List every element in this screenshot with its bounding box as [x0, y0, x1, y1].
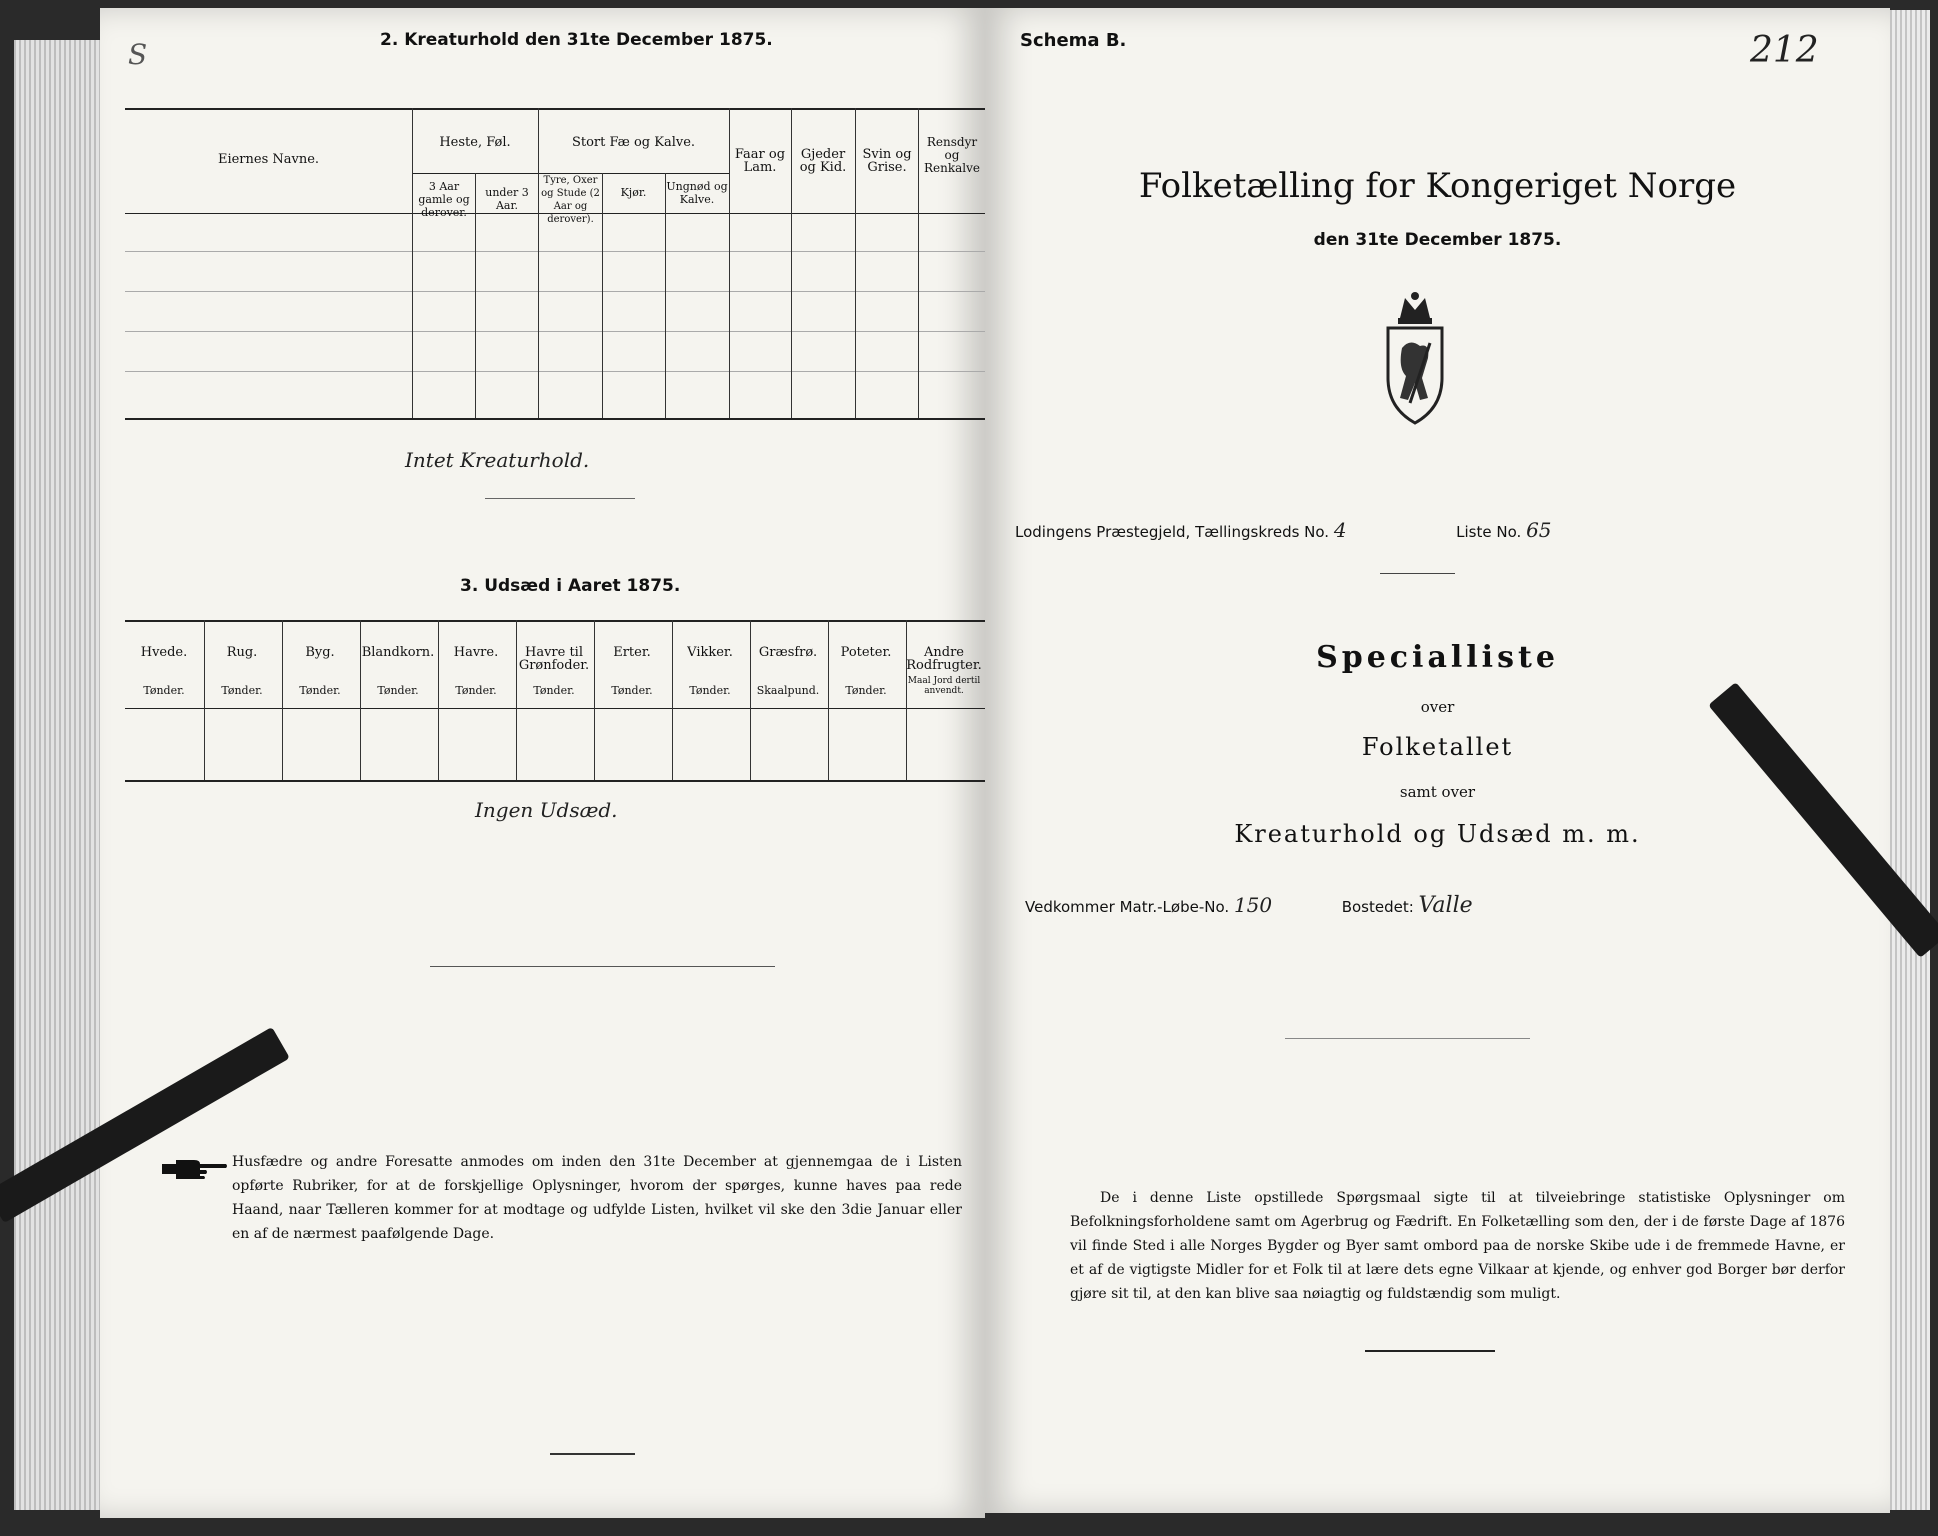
sowing-col-name: Havre til Grønfoder. [518, 645, 590, 673]
cattle-header: Stort Fæ og Kalve. [571, 135, 696, 150]
district-line [1015, 518, 1552, 542]
sowing-col-name: Vikker. [687, 645, 733, 660]
goats-header: Gjeder og Kid. [799, 147, 847, 175]
matr-number: 150 [1233, 893, 1273, 917]
sowing-col-name: Blandkorn. [361, 645, 435, 660]
samt-over-text: samt over [1399, 783, 1476, 801]
livestock-entry: Intet Kreaturhold. [405, 448, 590, 472]
table2-bottom-rule [125, 418, 987, 420]
pencil-mark: S [128, 38, 148, 71]
table3-top-rule [125, 620, 987, 622]
bulls-header: Tyre, Oxer og Stude (2 Aar og derover). [541, 175, 600, 225]
kreds-label: Tællingskreds No. [1195, 523, 1330, 541]
kreds-number: 4 [1333, 518, 1347, 542]
sowing-col-name: Erter. [613, 645, 651, 660]
liste-number: 65 [1526, 518, 1552, 542]
owner-name-header: Eiernes Navne. [217, 152, 320, 167]
census-footer-text: De i denne Liste opstillede Spørgsmaal sigte til at tilveiebringe statistiske Oplysninger om Befolkningsforholdene samt om Agerbrug og Fædrift. En Folketælling som den, der i de første Dage af 1876 vil finde Sted i alle Norges Bygder og Byer samt ombord paa de norske Skibe ude i de fremmede Havne, er et af de vigtigste Midler for et Folk til at lære dets egne Vilkaar at kjende, og enhver god Borger bør derfor gjøre sit til, at den kan blive saa nøiagtig og fuldstændig som muligt. [1070, 1190, 1845, 1302]
divider [1380, 573, 1455, 574]
pointing-hand-icon [160, 1156, 228, 1180]
folketallet-text: Folketallet [1361, 733, 1514, 761]
table2-top-rule [125, 108, 987, 110]
table3-header-rule [125, 708, 987, 709]
sowing-col-unit: Tønder. [221, 684, 263, 697]
book-edge-left [14, 40, 100, 1510]
sowing-col-name: Poteter. [840, 645, 892, 660]
section2-title: 2. Kreaturhold den 31te December 1875. [380, 30, 773, 50]
census-date: den 31te December 1875. [1313, 230, 1562, 250]
sowing-col-unit: Tønder. [845, 684, 887, 697]
sowing-col-unit: Maal Jord dertil anvendt. [907, 676, 981, 696]
sowing-col-name: Hvede. [140, 645, 188, 660]
sowing-col-unit: Tønder. [455, 684, 497, 697]
divider [550, 1453, 635, 1455]
horses-header: Heste, Føl. [439, 135, 511, 150]
divider [1365, 1350, 1495, 1352]
sowing-col-unit: Tønder. [299, 684, 341, 697]
book-edge-right [1890, 10, 1930, 1510]
cows-header: Kjør. [620, 186, 647, 199]
left-page [100, 8, 985, 1518]
sheep-header: Faar og Lam. [734, 147, 786, 175]
main-heading: Folketælling for Kongeriget Norge [1138, 166, 1737, 206]
bosted-value: Valle [1418, 893, 1473, 918]
prestegjeld: Lodingens Præstegjeld, [1015, 523, 1191, 541]
kreaturhold-text: Kreaturhold og Udsæd m. m. [1234, 820, 1641, 848]
instructions-notice: Husfædre og andre Foresatte anmodes om inden den 31te December at gjennemgaa de i Listen opførte Rubriker, for at de forskjellige Oplysninger, hvorom der spørges, kunne haves paa rede Haand, naar Tælleren kommer for at modtage og udfylde Listen, hvilket vil ske den 3die Januar eller en af de nærmest paafølgende Dage. [232, 1154, 962, 1242]
page-number: 212 [1750, 30, 1819, 71]
sowing-col-unit: Tønder. [143, 684, 185, 697]
table2-row-rule [125, 331, 987, 332]
sowing-col-name: Byg. [305, 645, 335, 660]
sowing-col-name: Havre. [453, 645, 499, 660]
over-text: over [1420, 698, 1455, 716]
young-cattle-header: Ungnød og Kalve. [666, 180, 728, 206]
reindeer-header: Rensdyr og Renkalve [923, 135, 980, 175]
section3-title: 3. Udsæd i Aaret 1875. [460, 576, 681, 596]
liste-label: Liste No. [1456, 523, 1522, 541]
table2-row-rule [125, 251, 987, 252]
sowing-col-unit: Tønder. [611, 684, 653, 697]
norway-coat-of-arms-icon [1370, 288, 1460, 428]
matr-line [1025, 893, 1473, 918]
table3-bottom-rule [125, 780, 987, 782]
sowing-col-name: Andre Rodfrugter. [906, 645, 982, 673]
divider [485, 498, 635, 499]
sowing-col-name: Græsfrø. [758, 645, 818, 660]
matr-label: Vedkommer Matr.-Løbe-No. [1025, 898, 1230, 916]
divider [430, 966, 775, 967]
horses-young-header: under 3 Aar. [485, 186, 529, 212]
divider [1285, 1038, 1530, 1039]
sowing-col-name: Rug. [226, 645, 258, 660]
sowing-col-unit: Tønder. [689, 684, 731, 697]
bosted-label: Bostedet: [1341, 898, 1414, 916]
table2-row-rule [125, 291, 987, 292]
pigs-header: Svin og Grise. [862, 147, 912, 175]
sowing-entry: Ingen Udsæd. [475, 798, 618, 822]
table2-row-rule [125, 371, 987, 372]
sowing-col-unit: Tønder. [533, 684, 575, 697]
specialliste-title: Specialliste [1316, 640, 1559, 675]
horses-old-header: 3 Aar gamle og derover. [418, 180, 470, 219]
sowing-col-unit: Skaalpund. [756, 684, 820, 697]
sowing-col-unit: Tønder. [377, 684, 419, 697]
schema-label: Schema B. [1020, 30, 1127, 51]
